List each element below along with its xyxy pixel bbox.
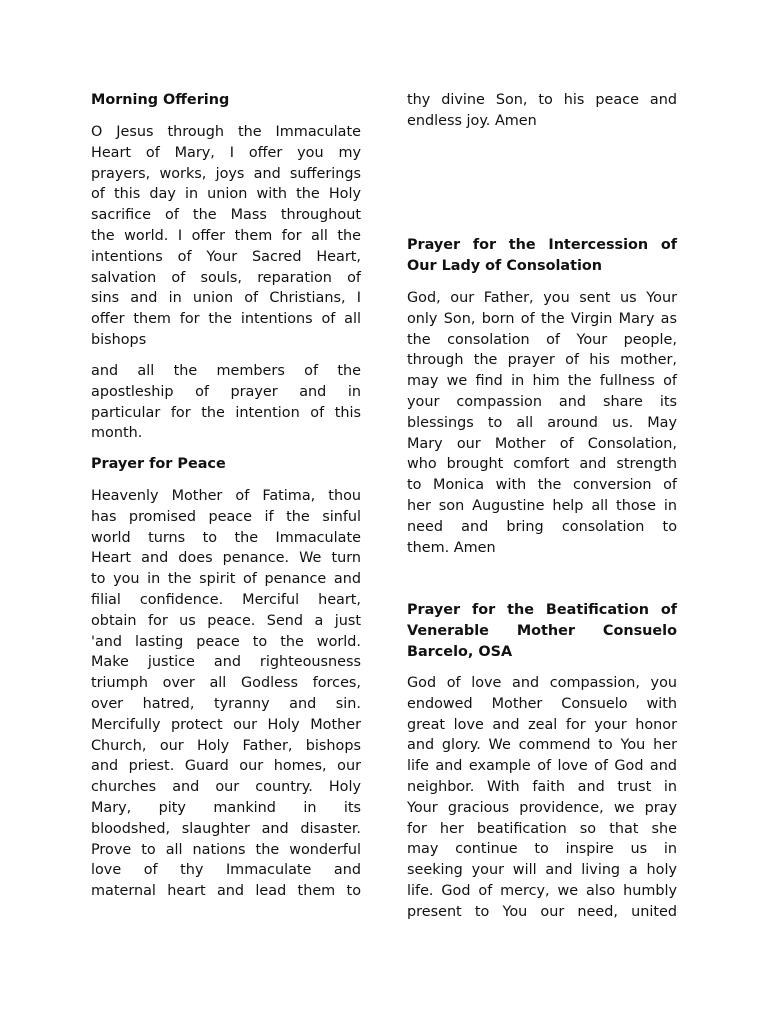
text-line: Barcelo, OSA <box>407 643 513 660</box>
text-line: and glory. We commend to You her <box>407 737 677 754</box>
text-line: great love and zeal for your honor <box>407 716 677 733</box>
text-line: Morning Offering <box>91 92 230 108</box>
text-line: them. Amen <box>407 539 496 556</box>
text-line: Your gracious providence, we pray <box>407 799 677 816</box>
text-line: Heart and does penance. We turn <box>91 550 361 567</box>
text-line: intentions of Your Sacred Heart, <box>91 248 361 265</box>
text-line: your compassion and share its <box>407 393 677 410</box>
paragraph <box>407 288 677 558</box>
text-line: only Son, born of the Virgin Mary as <box>407 310 677 327</box>
text-line: blessings to all around us. May <box>407 414 677 431</box>
text-line: need and bring consolation to <box>407 518 677 535</box>
text-line: the world. I offer them for all the <box>91 227 361 244</box>
text-line: Our Lady of Consolation <box>407 257 603 274</box>
text-line: Heart of Mary, I offer you my <box>91 144 361 161</box>
text-line: through the prayer of his mother, <box>407 352 677 369</box>
text-line: churches and our country. Holy <box>91 779 361 796</box>
text-line: prayers, works, joys and sufferings <box>91 165 361 182</box>
text-line: Prayer for the Beatification of <box>407 602 677 618</box>
text-line: who brought comfort and strength <box>407 456 677 473</box>
text-line: 'and lasting peace to the world. <box>91 633 361 650</box>
text-line: Church, our Holy Father, bishops <box>91 737 361 754</box>
section-heading <box>407 600 677 662</box>
paragraph <box>91 122 361 351</box>
text-line: endowed Mother Consuelo with <box>407 695 677 712</box>
text-line: month. <box>91 425 143 442</box>
text-line: Venerable Mother Consuelo <box>407 622 677 639</box>
text-line: to you in the spirit of penance and <box>91 571 361 588</box>
section-heading <box>91 454 361 475</box>
text-line: bishops <box>91 331 147 348</box>
paragraph <box>91 486 361 902</box>
text-line: life and example of love of God and <box>407 758 677 775</box>
text-line: triumph over all Godless forces, <box>91 675 361 692</box>
text-line: Prove to all nations the wonderful <box>91 841 361 858</box>
text-line: Prayer for the Intercession of <box>407 237 677 253</box>
text-line: bloodshed, slaughter and disaster. <box>91 820 361 837</box>
text-line: God, our Father, you sent us Your <box>407 290 677 306</box>
section-heading <box>91 90 361 111</box>
text-line: endless joy. Amen <box>407 112 537 129</box>
text-line: world turns to the Immaculate <box>91 529 361 546</box>
text-line: Mercifully protect our Holy Mother <box>91 716 361 733</box>
text-line: thy divine Son, to his peace and <box>407 92 677 108</box>
paragraph <box>407 673 677 923</box>
text-line: to Monica with the conversion of <box>407 477 677 494</box>
text-line: offer them for the intentions of all <box>91 311 361 328</box>
text-line: may continue to inspire us in <box>407 841 677 858</box>
text-line: filial confidence. Merciful heart, <box>91 591 361 608</box>
text-line: Mary, pity mankind in its <box>91 799 361 816</box>
text-line: and all the members of the <box>91 363 361 379</box>
text-line: Mary our Mother of Consolation, <box>407 435 677 452</box>
text-line: has promised peace if the sinful <box>91 508 361 525</box>
text-line: may we find in him the fullness of <box>407 373 677 390</box>
text-line: her son Augustine help all those in <box>407 497 677 514</box>
text-line: seeking your will and living a holy <box>407 862 677 879</box>
text-line: love of thy Immaculate and <box>91 862 361 879</box>
text-line: neighbor. With faith and trust in <box>407 778 677 795</box>
text-line: sacrifice of the Mass throughout <box>91 207 361 224</box>
text-line: Prayer for Peace <box>91 456 226 472</box>
section-heading <box>407 235 677 277</box>
text-line: of this day in union with the Holy <box>91 186 361 203</box>
text-line: for her beatification so that she <box>407 820 677 837</box>
text-line: sins and in union of Christians, I <box>91 290 361 307</box>
text-line: over hatred, tyranny and sin. <box>91 695 361 712</box>
text-line: salvation of souls, reparation of <box>91 269 361 286</box>
text-line: obtain for us peace. Send a just <box>91 612 361 629</box>
text-line: Heavenly Mother of Fatima, thou <box>91 488 361 504</box>
text-line: apostleship of prayer and in <box>91 383 361 400</box>
text-line: present to You our need, united <box>407 903 677 920</box>
text-line: God of love and compassion, you <box>407 675 677 691</box>
text-line: the consolation of Your people, <box>407 331 677 348</box>
text-line: particular for the intention of this <box>91 404 361 421</box>
paragraph <box>407 90 677 132</box>
text-line: and priest. Guard our homes, our <box>91 758 361 775</box>
text-line: O Jesus through the Immaculate <box>91 124 361 140</box>
text-line: maternal heart and lead them to <box>91 883 361 900</box>
text-line: life. God of mercy, we also humbly <box>407 882 677 899</box>
text-line: Make justice and righteousness <box>91 654 361 671</box>
paragraph <box>91 361 361 444</box>
